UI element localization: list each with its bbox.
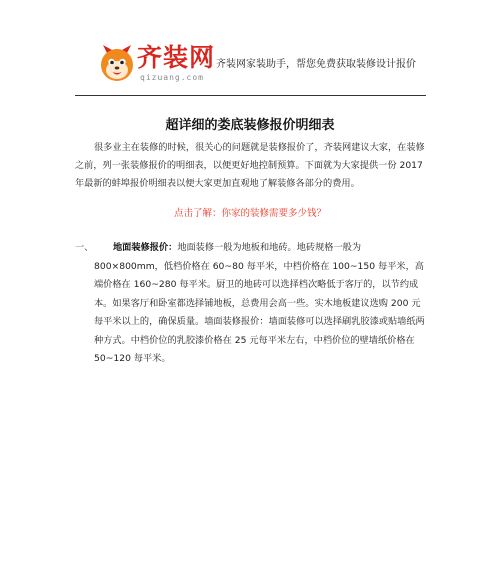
document-title: 超详细的娄底装修报价明细表: [165, 118, 335, 133]
section-body: 地面装修一般为地板和地砖。地砖规格一般为 800×800mm，低档价格在 60~80 每平米，中档价格在 100~150 每平米，高端价格在 160~280 每平米。厨卫的地砖可以选择档次略低于客厅的，以节约成本。如果客厅和卧室都选择铺地板，总费用会高一些。实木地板建议选购 200 元每平米以上的，确保质量。墙面装修报价：墙面装修可以选择刷乳胶漆或贴墙纸两种方式。中档价位的乳胶漆价格在 25 元每平米左右，中档价位的壁墙纸价格在 50~120 每平米。: [94, 242, 425, 364]
brand-name: 齐装网: [137, 43, 216, 72]
header-divider: [75, 95, 426, 96]
section-floor-and-wall: [75, 239, 427, 369]
header: [75, 38, 425, 96]
header-slogan: 齐装网家装助手，帮您免费获取装修设计报价: [216, 59, 416, 70]
section-heading: 地面装修报价：: [113, 242, 178, 253]
mascot-logo-icon: [99, 44, 135, 84]
section-paragraph: [94, 239, 427, 369]
section-number: 一、: [75, 242, 94, 253]
cost-inquiry-link[interactable]: 点击了解：你家的装修需要多少钱？: [173, 208, 326, 219]
brand-domain: qizuang.com: [140, 73, 204, 82]
intro-paragraph: 很多业主在装修的时候，很关心的问题就是装修报价了，齐装网建议大家，在装修之前，列一张装修报价的明细表，以便更好地控制预算。下面就为大家提供一份 2017 年最新的蚌埠报价明细表以便大家更加直观地了解装修各部分的费用。: [75, 142, 425, 189]
